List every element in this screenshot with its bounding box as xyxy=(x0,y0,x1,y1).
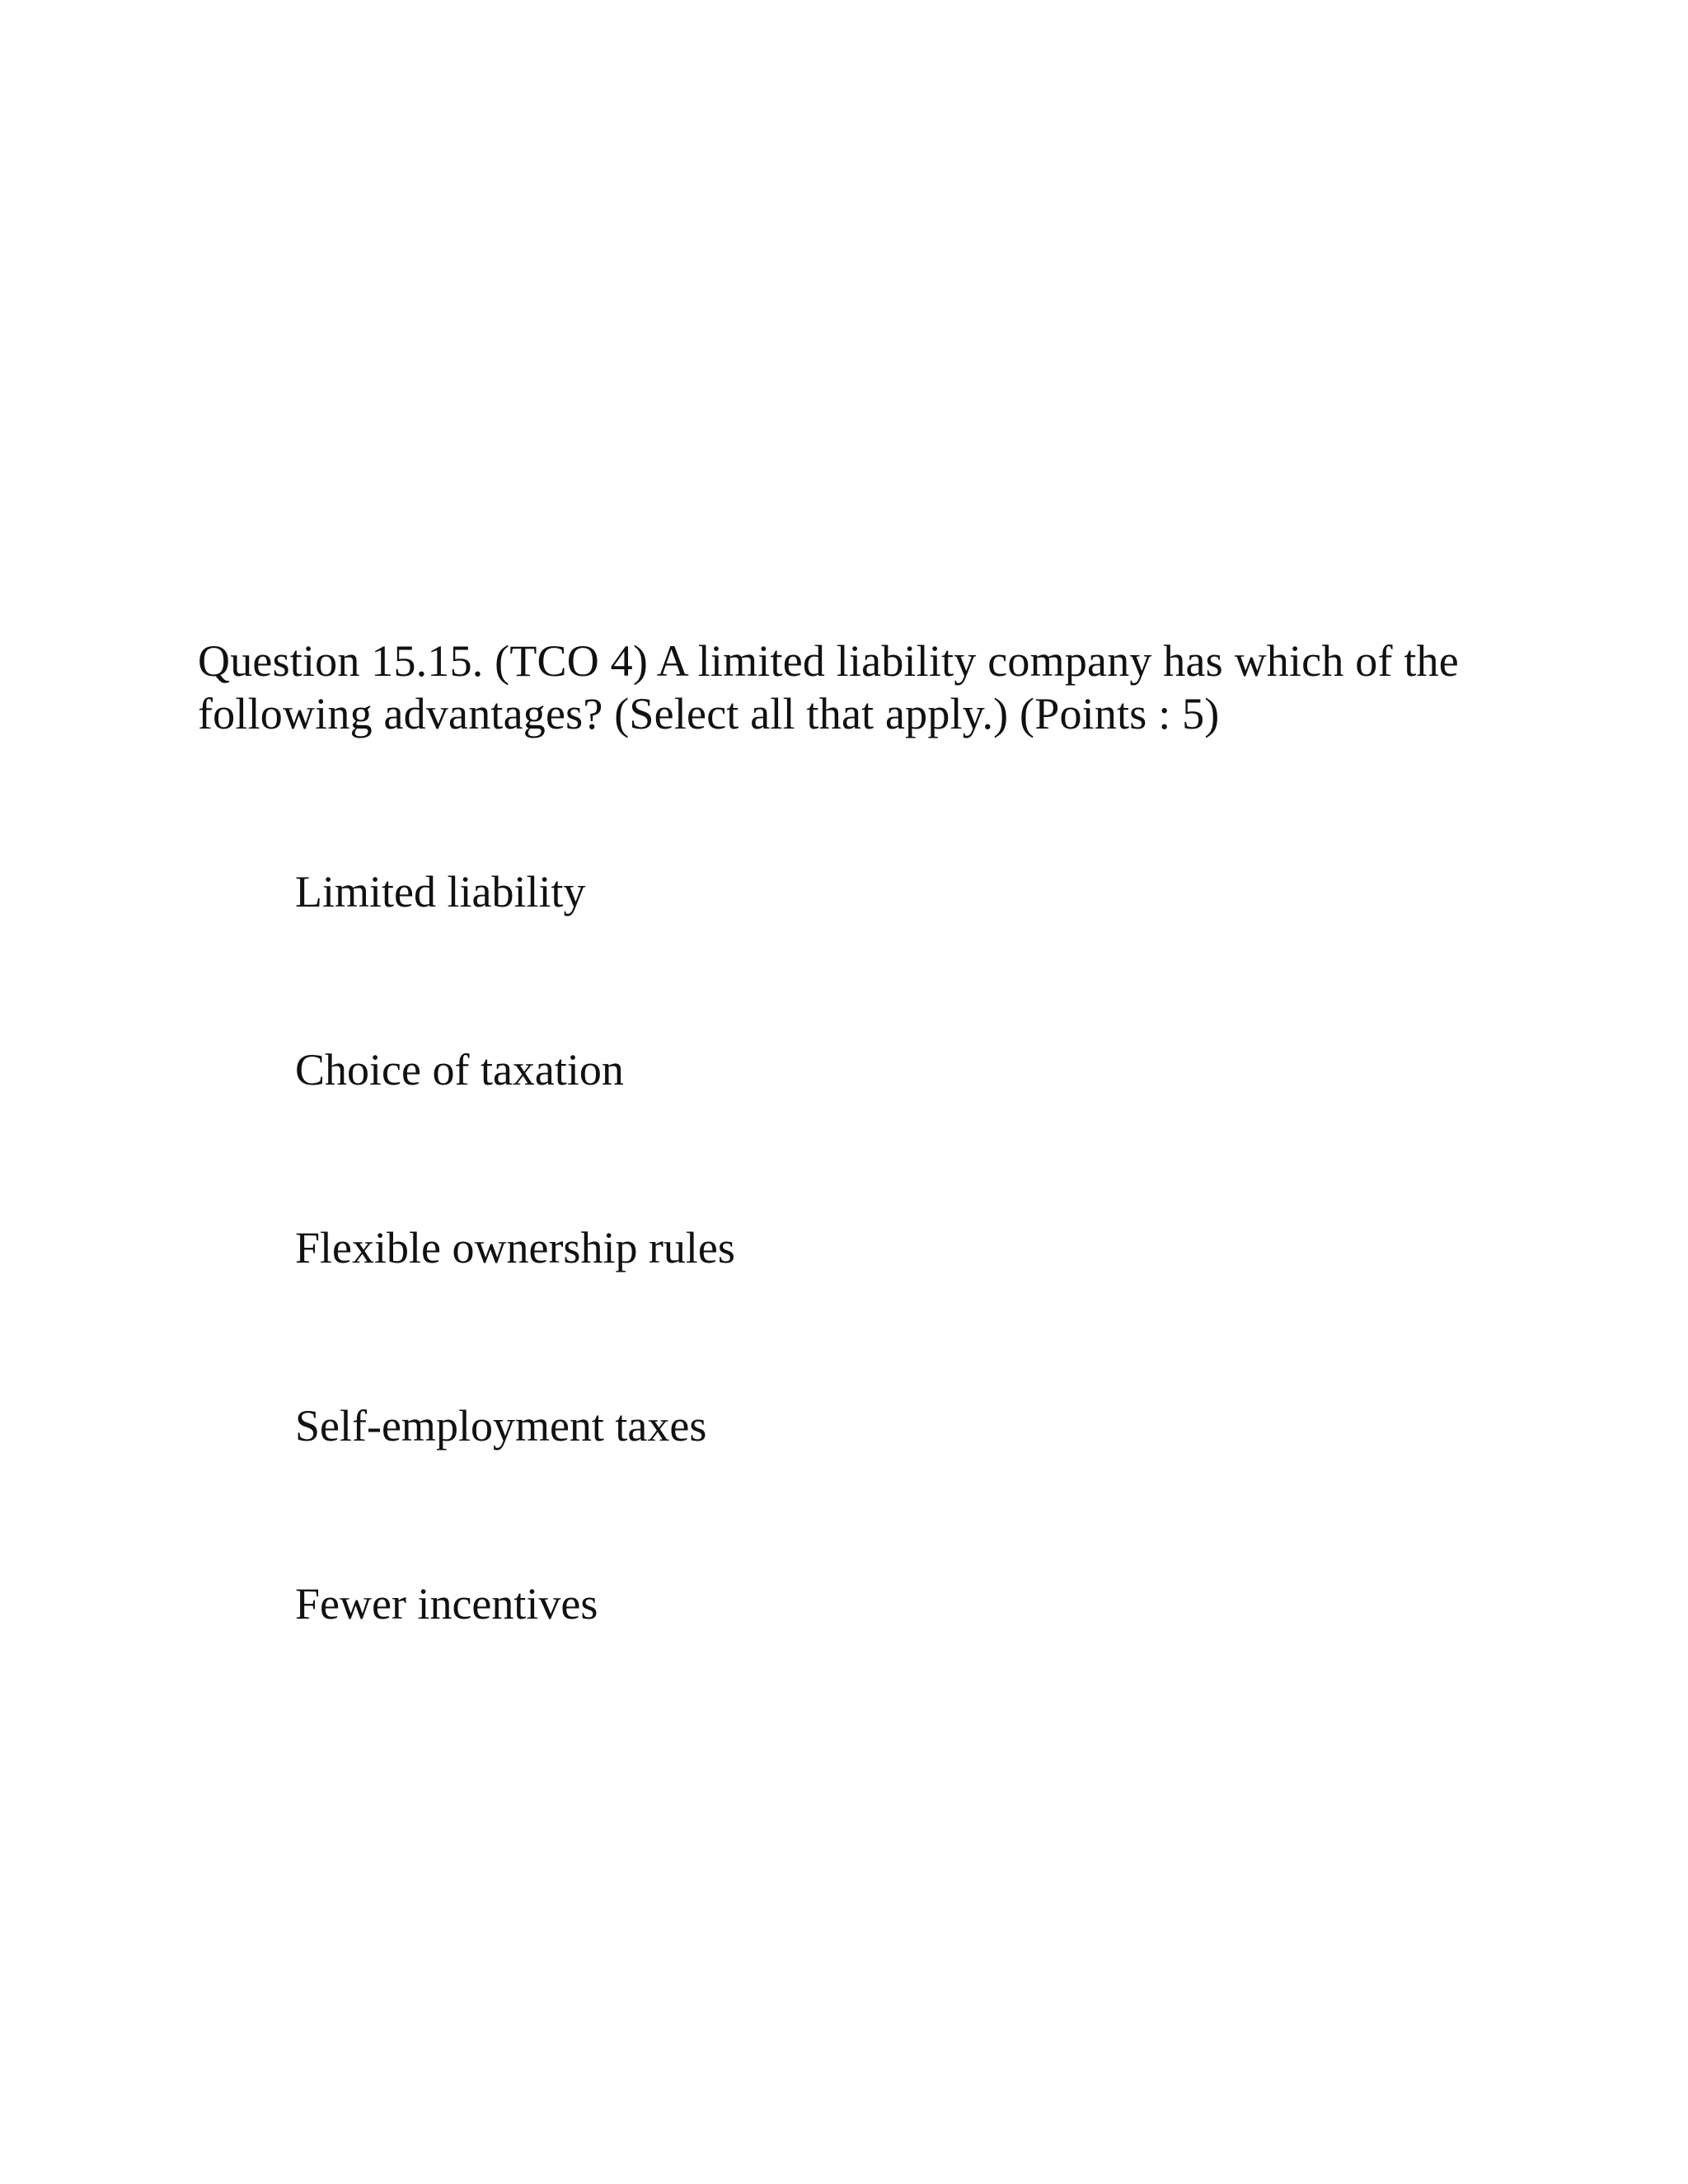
option-flexible-ownership-rules[interactable]: Flexible ownership rules xyxy=(295,1223,735,1272)
question-text xyxy=(198,635,1484,740)
option-self-employment-taxes[interactable]: Self-employment taxes xyxy=(295,1401,707,1451)
question-line-2: following advantages? (Select all that apply.) (Points : 5) xyxy=(198,689,1220,738)
option-choice-of-taxation[interactable]: Choice of taxation xyxy=(295,1045,624,1094)
question-line-1: Question 15.15. (TCO 4) A limited liability company has which of the xyxy=(198,636,1459,686)
option-limited-liability[interactable]: Limited liability xyxy=(295,867,586,916)
answer-options xyxy=(295,865,735,1755)
option-fewer-incentives[interactable]: Fewer incentives xyxy=(295,1579,598,1629)
